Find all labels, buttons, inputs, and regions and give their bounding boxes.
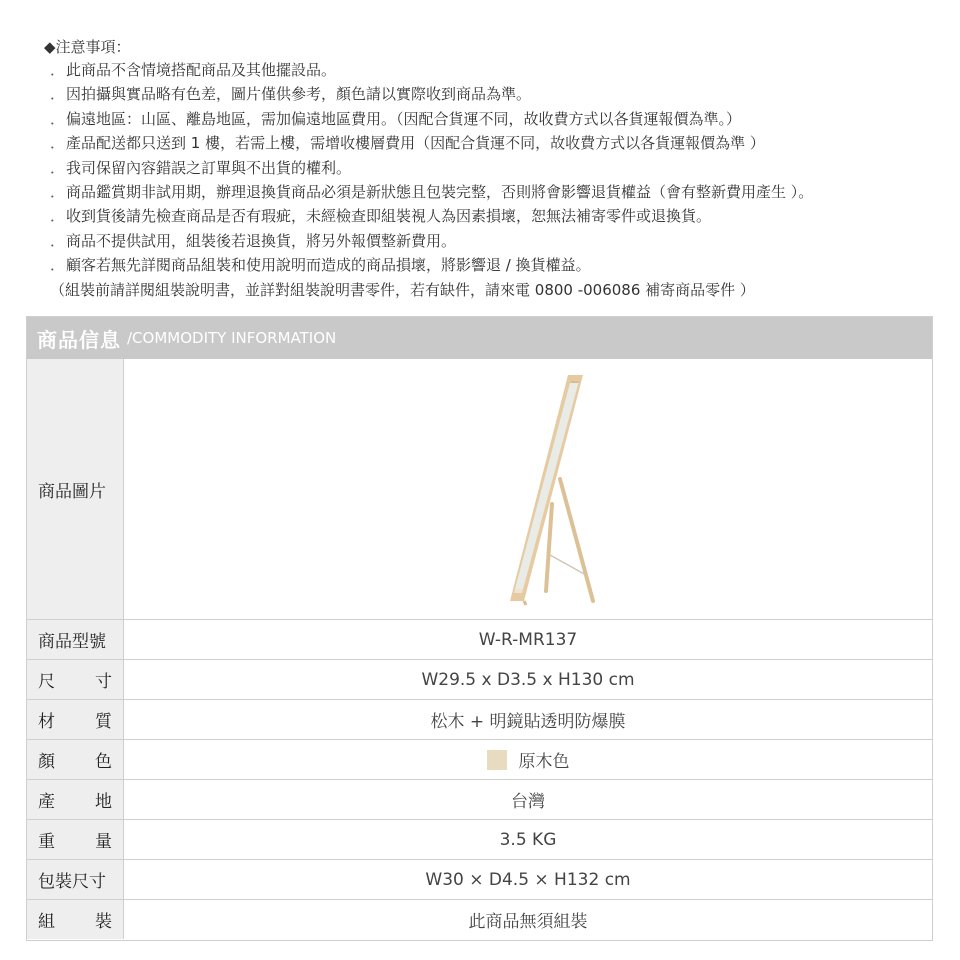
- row-label: [27, 740, 124, 779]
- bullet-dot: ．: [50, 85, 66, 104]
- row-value: 台灣: [511, 792, 545, 812]
- bullet-dot: ．: [50, 109, 66, 128]
- note-item: [44, 82, 934, 106]
- note-text: 偏遠地區：山區、離島地區，需加偏遠地區費用。（因配合貨運不同，故收費方式以各貨運報價為準。）: [66, 109, 742, 128]
- table-row-assembly: [27, 899, 932, 939]
- row-label: [27, 820, 124, 859]
- note-item: [44, 156, 934, 180]
- header-title-en: /COMMODITY INFORMATION: [127, 329, 337, 347]
- row-value: 松木 + 明鏡貼透明防爆膜: [430, 712, 626, 732]
- note-text: 此商品不含情境搭配商品及其他擺設品。: [66, 61, 337, 79]
- label-char: 色: [95, 752, 112, 772]
- note-text: 收到貨後請先檢查商品是否有瑕疵，未經檢查即組裝視人為因素損壞，恕無法補寄零件或退換貨。: [66, 207, 712, 226]
- row-label: 包裝尺寸: [27, 860, 124, 899]
- label-char: 重: [38, 832, 55, 852]
- bullet-dot: ．: [50, 183, 66, 202]
- label-char: 組: [38, 912, 55, 932]
- note-item: [44, 229, 934, 253]
- note-text: 因拍攝與實品略有色差，圖片僅供參考，顏色請以實際收到商品為準。: [66, 85, 532, 104]
- color-name: 原木色: [518, 752, 570, 772]
- bullet-dot: ．: [50, 231, 66, 250]
- note-item: [44, 107, 934, 131]
- bullet-dot: ．: [50, 207, 66, 226]
- label-char: 尺: [38, 672, 55, 692]
- bullet-dot: ．: [50, 134, 66, 153]
- row-label: [27, 780, 124, 819]
- label-char: 質: [95, 712, 112, 732]
- note-text: 商品不提供試用，組裝後若退換貨，將另外報價整新費用。: [66, 231, 457, 250]
- note-text: 我司保留內容錯誤之訂單與不出貨的權利。: [66, 158, 352, 177]
- table-row-package-size: [27, 859, 932, 899]
- label-char: 材: [38, 712, 55, 732]
- note-item: [44, 58, 934, 82]
- note-text: 顧客若無先詳閱商品組裝和使用說明而造成的商品損壞，將影響退 / 換貨權益。: [66, 256, 591, 275]
- product-image: [428, 369, 628, 609]
- label-char: 量: [95, 832, 112, 852]
- bullet-dot: ．: [50, 256, 66, 275]
- color-swatch: [487, 750, 507, 770]
- note-item: [44, 253, 934, 277]
- row-value: W30 × D4.5 × H132 cm: [425, 869, 631, 890]
- label-char: 寸: [95, 672, 112, 692]
- note-item: [44, 204, 934, 228]
- row-value: 3.5 KG: [499, 829, 557, 850]
- notes-heading: ◆注意事項：: [44, 38, 131, 56]
- table-row-size: [27, 659, 932, 699]
- table-row-weight: [27, 819, 932, 859]
- table-row-origin: [27, 779, 932, 819]
- table-row-color: [27, 739, 932, 779]
- row-label: 商品型號: [27, 620, 124, 659]
- bullet-dot: ．: [50, 158, 66, 177]
- row-value: 此商品無須組裝: [468, 912, 588, 932]
- notes-list: [44, 58, 934, 278]
- header-title-zh: 商品信息: [37, 327, 121, 352]
- table-header: [27, 317, 932, 359]
- note-item: [44, 131, 934, 155]
- label-char: 產: [38, 792, 55, 812]
- label-char: 裝: [95, 912, 112, 932]
- row-value: W29.5 x D3.5 x H130 cm: [421, 669, 635, 690]
- product-image-cell: [124, 359, 932, 619]
- commodity-info-table: [26, 316, 933, 941]
- row-value: [124, 740, 932, 779]
- table-row-material: [27, 699, 932, 739]
- note-item: [44, 180, 934, 204]
- note-text: 商品鑑賞期非試用期，辦理退換貨商品必須是新狀態且包裝完整，否則將會影響退貨權益（會有整新費用產生 ）。: [66, 183, 814, 202]
- table-row-model: [27, 619, 932, 659]
- label-char: 顏: [38, 752, 55, 772]
- row-value: W-R-MR137: [478, 629, 578, 650]
- assembly-footnote: （組裝前請詳閱組裝說明書，並詳對組裝說明書零件，若有缺件，請來電 0800 -006086 補寄商品零件 ）: [50, 280, 755, 299]
- table-row-image: [27, 359, 932, 619]
- bullet-dot: ．: [50, 61, 66, 79]
- standing-mirror-icon: [428, 369, 628, 609]
- notes-section: [44, 36, 934, 302]
- label-char: 地: [95, 792, 112, 812]
- row-label: 商品圖片: [27, 359, 124, 619]
- row-label: [27, 700, 124, 739]
- row-label: [27, 900, 124, 939]
- row-label: [27, 660, 124, 699]
- note-text: 產品配送都只送到 1 樓，若需上樓，需增收樓層費用（因配合貨運不同，故收費方式以各貨運報價為準 ）: [66, 134, 765, 153]
